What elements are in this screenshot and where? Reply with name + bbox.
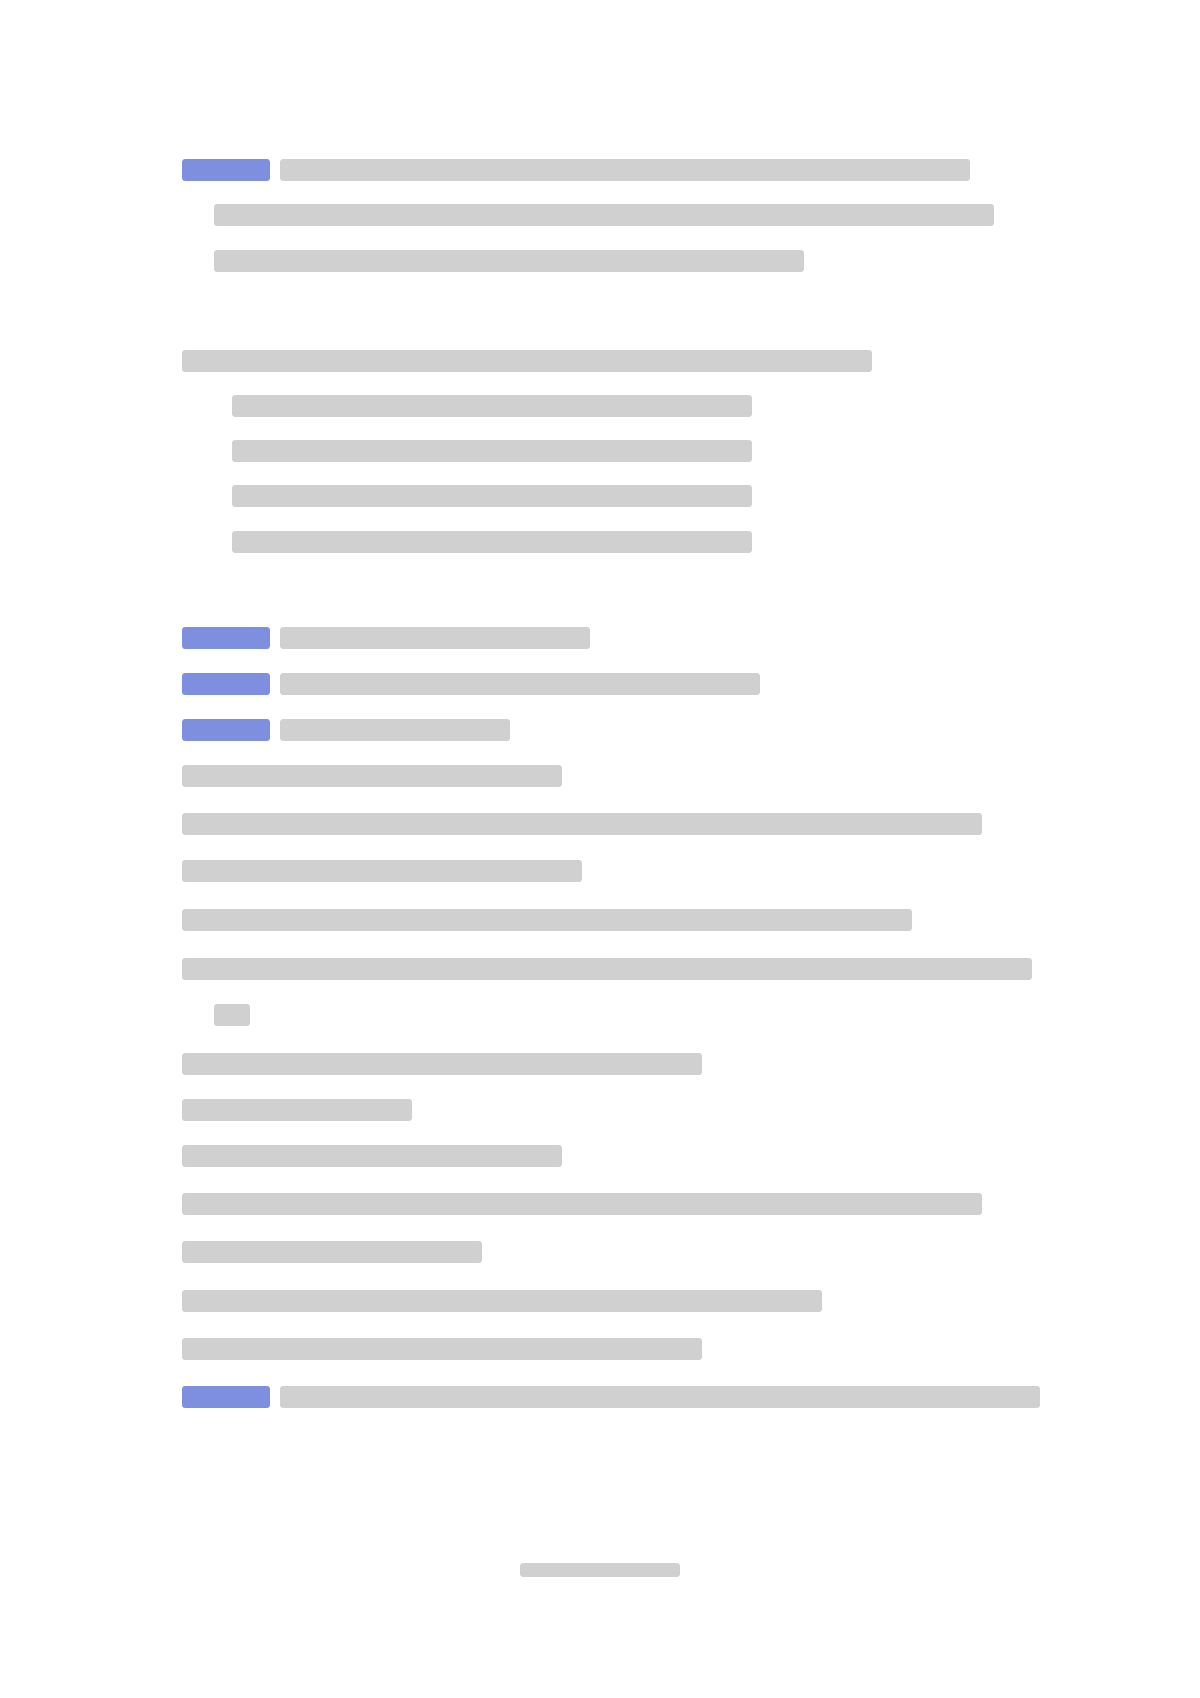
page-footer xyxy=(520,1560,680,1580)
formula-line xyxy=(182,902,1042,938)
review-line xyxy=(214,197,1074,233)
formula-line xyxy=(182,1283,1042,1319)
fenxi-line xyxy=(182,712,1042,748)
analysis-line xyxy=(182,758,1042,794)
kaodian-line xyxy=(182,620,1042,656)
zhuanti-tag xyxy=(182,673,270,695)
zhuanti-line xyxy=(182,666,1042,702)
question-stem xyxy=(182,343,1042,379)
analysis-line xyxy=(214,997,1074,1033)
analysis-line xyxy=(182,1092,1042,1128)
fenxi-tag xyxy=(182,719,270,741)
option-c xyxy=(232,478,1092,514)
review-tag xyxy=(182,159,270,181)
option-d xyxy=(232,524,1092,560)
formula-line xyxy=(182,806,1042,842)
analysis-line xyxy=(182,853,1042,889)
option-a xyxy=(232,388,1092,424)
review-line xyxy=(214,243,1074,279)
kaodian-tag xyxy=(182,627,270,649)
option-b xyxy=(232,433,1092,469)
analysis-line xyxy=(182,1234,1042,1270)
jieda-line xyxy=(182,1379,1042,1415)
jieda-tag xyxy=(182,1386,270,1408)
review-line xyxy=(182,152,1042,188)
formula-line xyxy=(182,1186,1042,1222)
formula-line xyxy=(182,1331,1042,1367)
formula-line xyxy=(182,1046,1042,1082)
analysis-line xyxy=(182,1138,1042,1174)
analysis-line xyxy=(182,951,1042,987)
